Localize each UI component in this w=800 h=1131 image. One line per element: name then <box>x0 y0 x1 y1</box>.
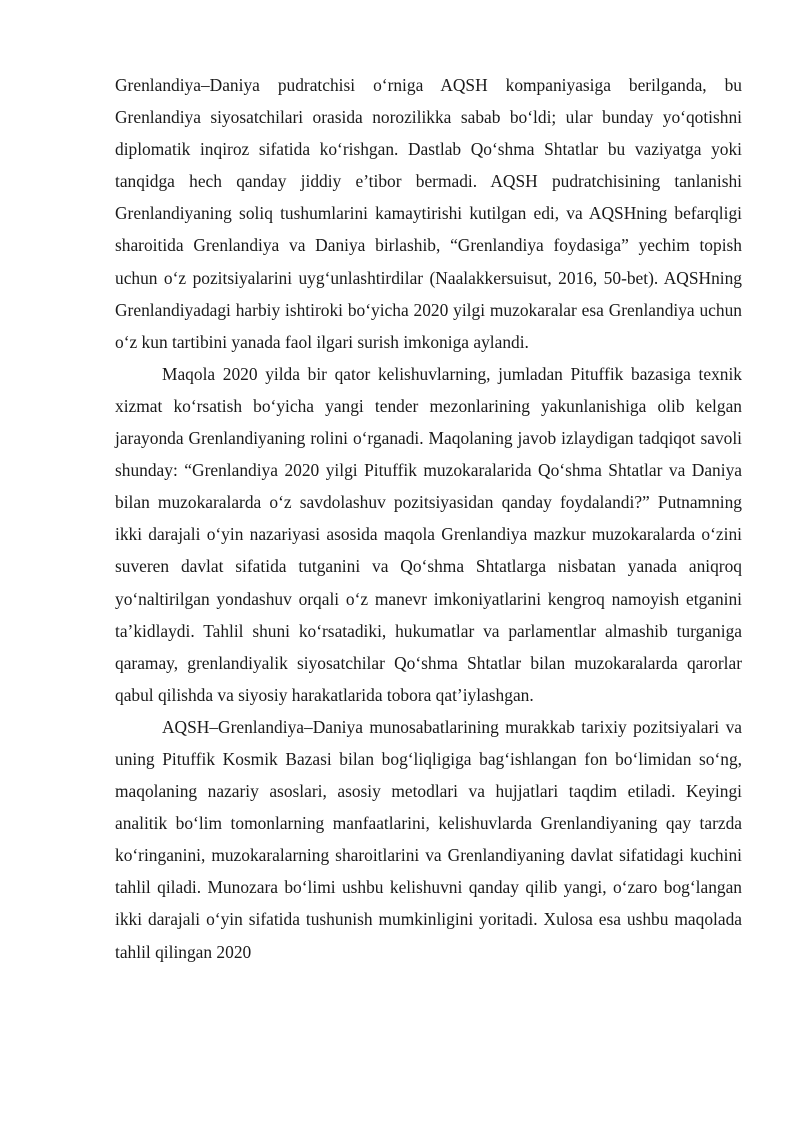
paragraph-3: AQSH–Grenlandiya–Daniya munosabatlarining murakkab tarixiy pozitsiyalari va uning Pituffik Kosmik Bazasi bilan bogʻliqligiga bagʻishlangan fon boʻlimidan soʻng, maqolaning nazariy asoslari, asosiy metodlari va hujjatlari taqdim etiladi. Keyingi analitik boʻlim tomonlarning manfaatlarini, kelishuvlarda Grenlandiyaning qay tarzda koʻringanini, muzokaralarning sharoitlarini va Grenlandiyaning davlat sifatidagi kuchini tahlil qiladi. Munozara boʻlimi ushbu kelishuvni qanday qilib yangi, oʻzaro bogʻlangan ikki darajali oʻyin sifatida tushunish mumkinligini yoritadi. Xulosa esa ushbu maqolada tahlil qilingan 2020 <box>115 716 742 962</box>
paragraph-2: Maqola 2020 yilda bir qator kelishuvlarning, jumladan Pituffik bazasiga texnik xizmat koʻrsatish boʻyicha yangi tender mezonlarining yakunlanishiga olib kelgan jarayonda Grenlandiyaning rolini oʻrganadi. Maqolaning javob izlaydigan tadqiqot savoli shunday: “Grenlandiya 2020 yilgi Pituffik muzokaralarida Qoʻshma Shtatlar va Daniya bilan muzokaralarda oʻz savdolashuv pozitsiyasidan qanday foydalandi?” Putnamning ikki darajali oʻyin nazariyasi asosida maqola Grenlandiya mazkur muzokaralarda oʻzini suveren davlat sifatida tutganini va Qoʻshma Shtatlarga nisbatan yanada aniqroq yoʻnaltirilgan yondashuv orqali oʻz manevr imkoniyatlarini kengroq namoyish etganini ta’kidlaydi. Tahlil shuni koʻrsatadiki, hukumatlar va parlamentlar almashib turganiga qaramay, grenlandiyalik siyosatchilar Qoʻshma Shtatlar bilan muzokaralarda qarorlar qabul qilishda va siyosiy harakatlarida tobora qat’iylashgan. <box>115 363 742 705</box>
paragraph-1: Grenlandiya–Daniya pudratchisi oʻrniga AQSH kompaniyasiga berilganda, bu Grenlandiya siyosatchilari orasida norozilikka sabab boʻldi; ular bunday yoʻqotishni diplomatik inqiroz sifatida koʻrishgan. Dastlab Qoʻshma Shtatlar bu vaziyatga yoki tanqidga hech qanday jiddiy e’tibor bermadi. AQSH pudratchisining tanlanishi Grenlandiyaning soliq tushumlarini kamaytirishi kutilgan edi, va AQSHning befarqligi sharoitida Grenlandiya va Daniya birlashib, “Grenlandiya foydasiga” yechim topish uchun oʻz pozitsiyalarini uygʻunlashtirdilar (Naalakkersuisut, 2016, 50-bet). AQSHning Grenlandiyadagi harbiy ishtiroki boʻyicha 2020 yilgi muzokaralar esa Grenlandiya uchun oʻz kun tartibini yanada faol ilgari surish imkoniga aylandi. <box>115 75 742 352</box>
document-page <box>115 69 742 968</box>
